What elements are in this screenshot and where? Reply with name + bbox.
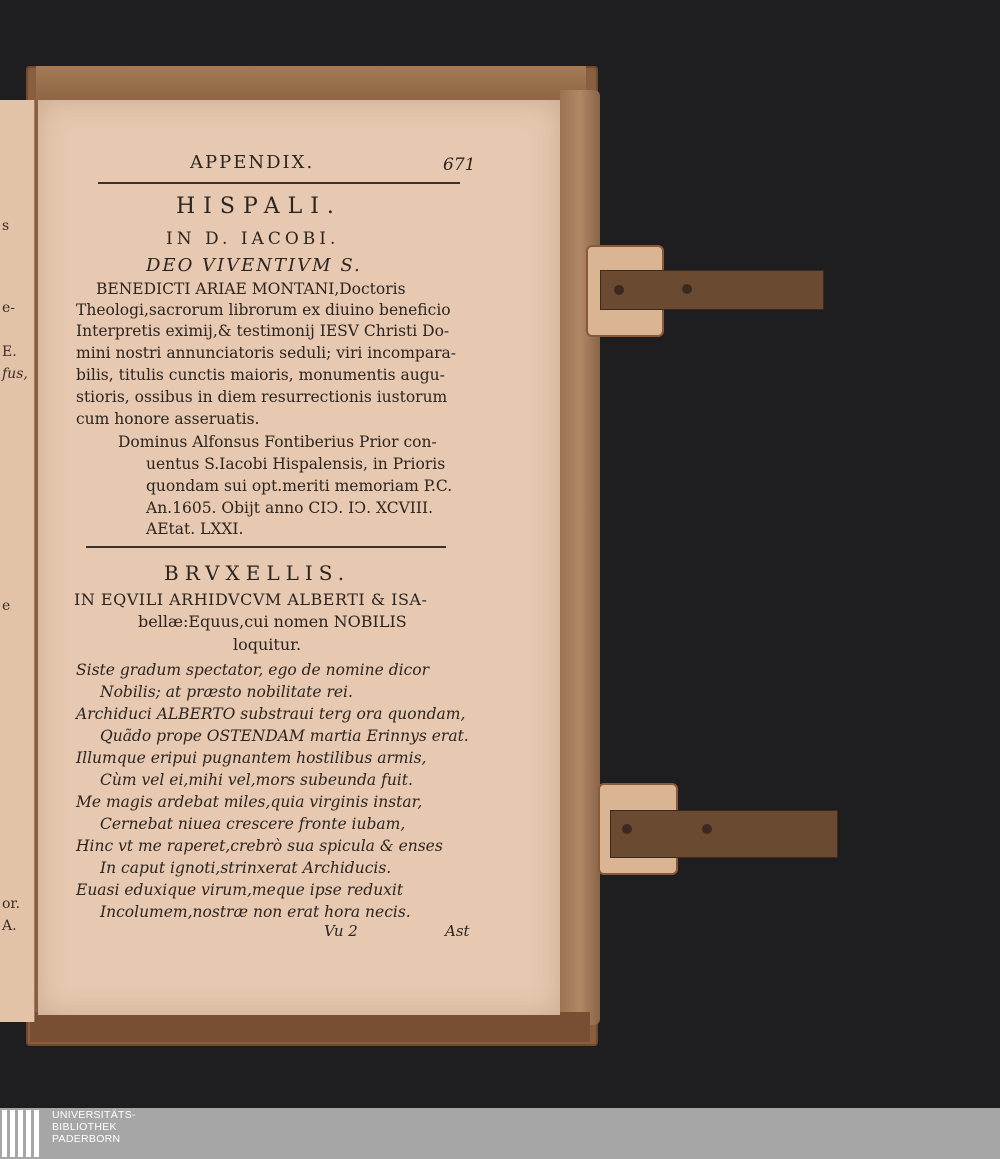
left-page-fragment: s <box>2 218 10 234</box>
left-page-fragment: A. <box>2 918 17 934</box>
logo-text-line: UNIVERSITÄTS- <box>52 1109 136 1121</box>
left-page-fragment: e- <box>2 300 16 316</box>
epitaph-line: bilis, titulis cunctis maioris, monumentis augu- <box>76 366 445 384</box>
verse-line: Archiduci ALBERTO substraui terg ora quondam, <box>76 705 466 723</box>
dedicator-line: An.1605. Obijt anno CIↃ. IↃ. XCVIII. <box>146 499 434 517</box>
verse-line: Euasi eduxique virum,meque ipse reduxit <box>76 881 404 899</box>
left-page-fragment: or. <box>2 896 21 912</box>
inscription-intro: loquitur. <box>233 635 302 654</box>
dedicator-line: AEtat. LXXI. <box>146 520 244 538</box>
book-cover-top-edge <box>36 66 586 100</box>
left-page-fragment: E. <box>2 344 17 360</box>
dedicator-line: quondam sui opt.meriti memoriam P.C. <box>146 477 453 495</box>
verse-line: Siste gradum spectator, ego de nomine dicor <box>76 661 430 679</box>
epitaph-line: Theologi,sacrorum librorum ex diuino beneficio <box>76 301 451 319</box>
library-logo-icon <box>2 1110 42 1157</box>
section-title-hispali: HISPALI. <box>176 194 342 219</box>
verse-line: Cùm vel ei,mihi vel,mors subeunda fuit. <box>100 771 413 789</box>
page-number: 671 <box>443 155 476 175</box>
logo-text-line: PADERBORN <box>52 1133 121 1145</box>
epitaph-line: cum honore asseruatis. <box>76 410 260 428</box>
left-page <box>0 100 35 1022</box>
verse-line: Incolumem,nostræ non erat hora necis. <box>100 903 411 921</box>
header-rule <box>98 182 460 184</box>
footer-bar <box>0 1108 1000 1159</box>
dedicator-line: uentus S.Iacobi Hispalensis, in Prioris <box>146 455 446 473</box>
running-header: APPENDIX. <box>190 152 315 173</box>
book-cover-bottom-edge <box>30 1012 590 1042</box>
verse-line: Quãdo prope OSTENDAM martia Erinnys erat. <box>100 727 469 745</box>
signature-mark: Vu 2 <box>324 922 358 940</box>
page-fore-edge <box>560 90 600 1025</box>
right-page <box>38 100 560 1015</box>
inscription-intro: IN EQVILI ARHIDVCVM ALBERTI & ISA- <box>74 590 428 609</box>
verse-line: Cernebat niuea crescere fronte iubam, <box>100 815 406 833</box>
left-page-fragment: fus, <box>2 366 28 382</box>
verse-line: Me magis ardebat miles,quia virginis instar, <box>76 793 423 811</box>
section-title-bruxellis: BRVXELLIS. <box>164 561 351 585</box>
epitaph-line: BENEDICTI ARIAE MONTANI,Doctoris <box>96 280 406 298</box>
verse-line: Hinc vt me raperet,crebrò sua spicula & enses <box>76 837 443 855</box>
epitaph-line: stioris, ossibus in diem resurrectionis iustorum <box>76 388 448 406</box>
verse-line: Nobilis; at præsto nobilitate rei. <box>100 683 353 701</box>
epitaph-line: mini nostri annunciatoris seduli; viri incompara- <box>76 344 456 362</box>
logo-text-line: BIBLIOTHEK <box>52 1121 117 1133</box>
section-subtitle: IN D. IACOBI. <box>166 229 340 249</box>
inscription-intro: bellæ:Equus,cui nomen NOBILIS <box>138 612 407 631</box>
section-rule <box>86 546 446 548</box>
dedication: DEO VIVENTIVM S. <box>146 255 362 276</box>
epitaph-line: Interpretis eximij,& testimonij IESV Christi Do- <box>76 322 450 340</box>
catchword: Ast <box>445 922 470 940</box>
left-page-fragment: e <box>2 598 11 614</box>
verse-line: Illumque eripui pugnantem hostilibus armis, <box>76 749 427 767</box>
verse-line: In caput ignoti,strinxerat Archiducis. <box>100 859 392 877</box>
dedicator-line: Dominus Alfonsus Fontiberius Prior con- <box>118 433 437 451</box>
